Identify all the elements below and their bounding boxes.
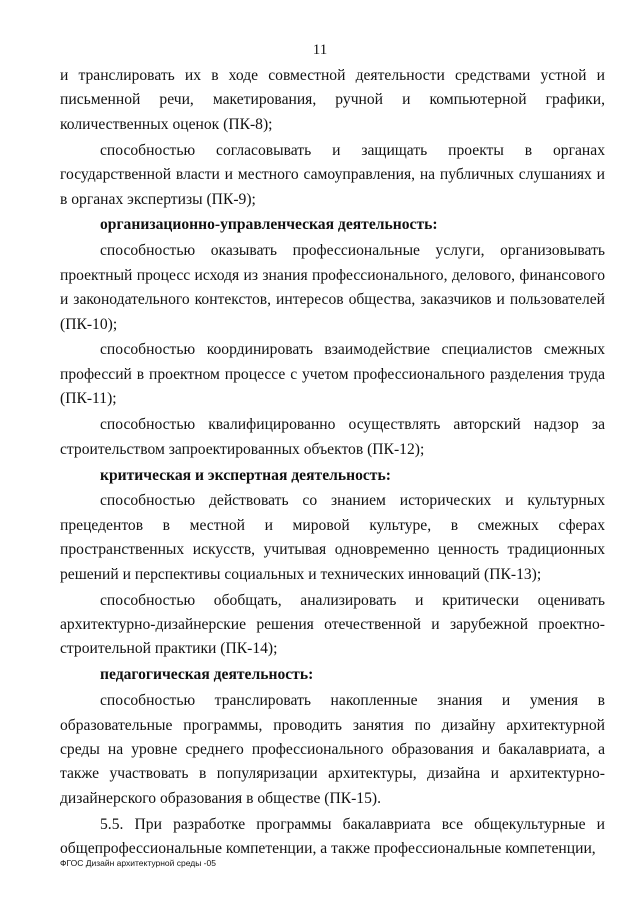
body-text — [60, 64, 605, 863]
paragraph-clause-5-5: 5.5. При разработке программы бакалавриата все общекультурные и общепрофессиональные компетенции, а также профессиональные компетенции, — [60, 815, 605, 858]
section-heading-organizational: организационно-управленческая деятельность: — [100, 216, 438, 234]
paragraph-pk15: способностью транслировать накопленные знания и умения в образовательные программы, проводить занятия по дизайну архитектурной среды на уровне среднего профессионального образования и бакалавриата, а также участвовать в популяризации архитектуры, дизайна и архитектурно-дизайнерского образования в обществе (ПК-15). — [60, 692, 605, 807]
paragraph-pk14: способностью обобщать, анализировать и критически оценивать архитектурно-дизайнерские решения отечественной и зарубежной проектно-строительной практики (ПК-14); — [60, 591, 605, 658]
paragraph-pk12: способностью квалифицированно осуществлять авторский надзор за строительством запроектированных объектов (ПК-12); — [60, 416, 605, 458]
paragraph-pk9: способностью согласовывать и защищать проекты в органах государственной власти и местного самоуправления, на публичных слушаниях и в органах экспертизы (ПК-9); — [60, 141, 605, 208]
section-heading-pedagogical: педагогическая деятельность: — [100, 666, 314, 684]
paragraph-pk8-continuation: и транслировать их в ходе совместной деятельности средствами устной и письменной речи, макетирования, ручной и компьютерной графики, количественных оценок (ПК-8); — [60, 67, 605, 133]
paragraph-pk13: способностью действовать со знанием исторических и культурных прецедентов в местной и мировой культуре, в смежных сферах пространственных искусств, учитывая одновременно ценность традиционных решений и перспективы социальных и технических инноваций (ПК-13); — [60, 492, 605, 583]
paragraph-pk11: способностью координировать взаимодействие специалистов смежных профессий в проектном процессе с учетом профессионального разделения труда (ПК-11); — [60, 341, 605, 408]
paragraph-pk10: способностью оказывать профессиональные услуги, организовывать проектный процесс исходя из знания профессионального, делового, финансового и законодательного контекстов, интересов общества, заказчиков и пользователей (ПК-10); — [60, 242, 605, 333]
page-number: 11 — [312, 42, 328, 58]
section-heading-critical: критическая и экспертная деятельность: — [100, 466, 391, 484]
page-footer: ФГОС Дизайн архитектурной среды -05 — [60, 858, 216, 868]
